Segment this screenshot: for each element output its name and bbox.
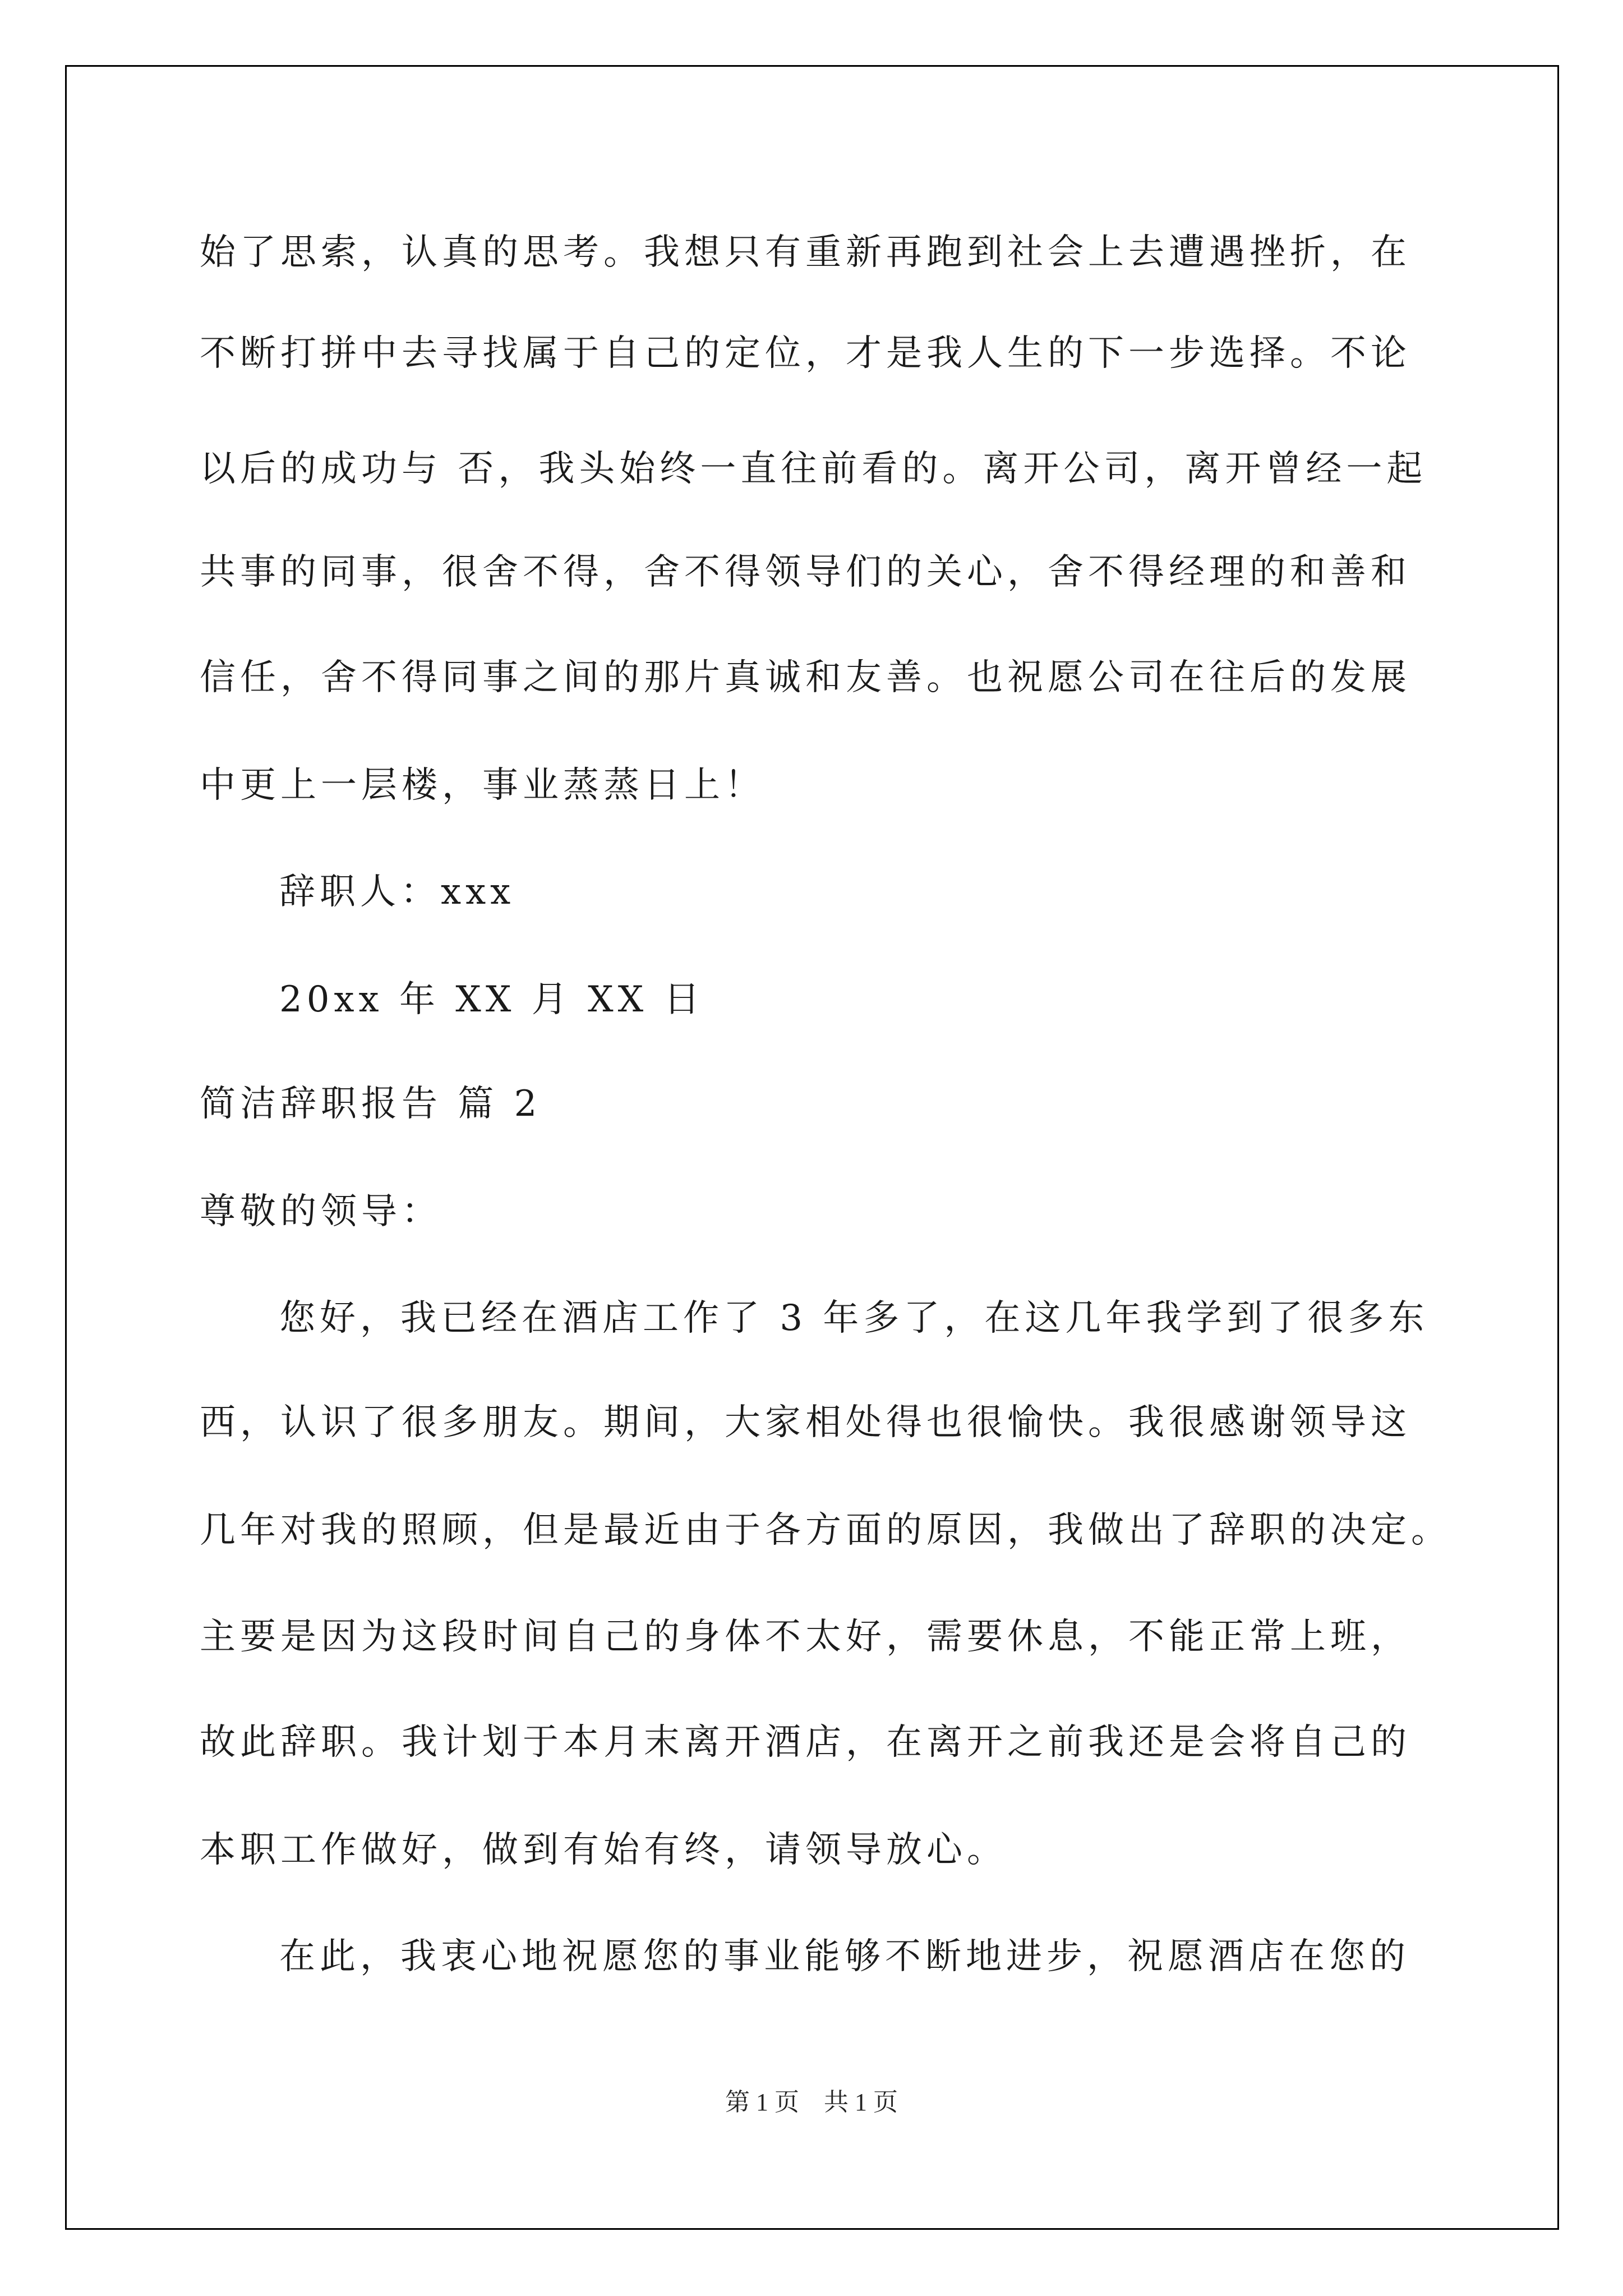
body-line-3: 以后的成功与 否，我头始终一直往前看的。离开公司，离开曾经一起 bbox=[200, 448, 1427, 490]
body-line-8: 西，认识了很多朋友。期间，大家相处得也很愉快。我很感谢领导这 bbox=[200, 1402, 1411, 1443]
body-line-5: 信任，舍不得同事之间的那片真诚和友善。也祝愿公司在往后的发展 bbox=[200, 657, 1411, 698]
body-line-6: 中更上一层楼，事业蒸蒸日上！ bbox=[200, 765, 765, 806]
body-line-7: 您好，我已经在酒店工作了 3 年多了，在这几年我学到了很多东 bbox=[279, 1297, 1429, 1339]
body-line-10: 主要是因为这段时间自己的身体不太好，需要休息，不能正常上班， bbox=[200, 1616, 1411, 1658]
body-line-2: 不断打拼中去寻找属于自己的定位，才是我人生的下一步选择。不论 bbox=[200, 333, 1411, 374]
salutation: 尊敬的领导： bbox=[200, 1191, 442, 1232]
signature-line: 辞职人：xxx bbox=[279, 871, 515, 913]
body-line-13: 在此，我衷心地祝愿您的事业能够不断地进步，祝愿酒店在您的 bbox=[279, 1936, 1410, 1977]
body-line-12: 本职工作做好，做到有始有终，请领导放心。 bbox=[200, 1829, 1007, 1871]
page-border bbox=[65, 65, 1559, 2230]
body-line-4: 共事的同事，很舍不得，舍不得领导们的关心，舍不得经理的和善和 bbox=[200, 551, 1411, 593]
date-line: 20xx 年 XX 月 XX 日 bbox=[279, 979, 704, 1020]
body-line-1: 始了思索，认真的思考。我想只有重新再跑到社会上去遭遇挫折，在 bbox=[200, 232, 1411, 273]
body-line-9: 几年对我的照顾，但是最近由于各方面的原因，我做出了辞职的决定。 bbox=[200, 1510, 1451, 1551]
page-footer: 第 1 页 共 1 页 bbox=[725, 2088, 898, 2116]
section-title: 简洁辞职报告 篇 2 bbox=[200, 1083, 542, 1125]
body-line-11: 故此辞职。我计划于本月末离开酒店，在离开之前我还是会将自己的 bbox=[200, 1722, 1411, 1763]
